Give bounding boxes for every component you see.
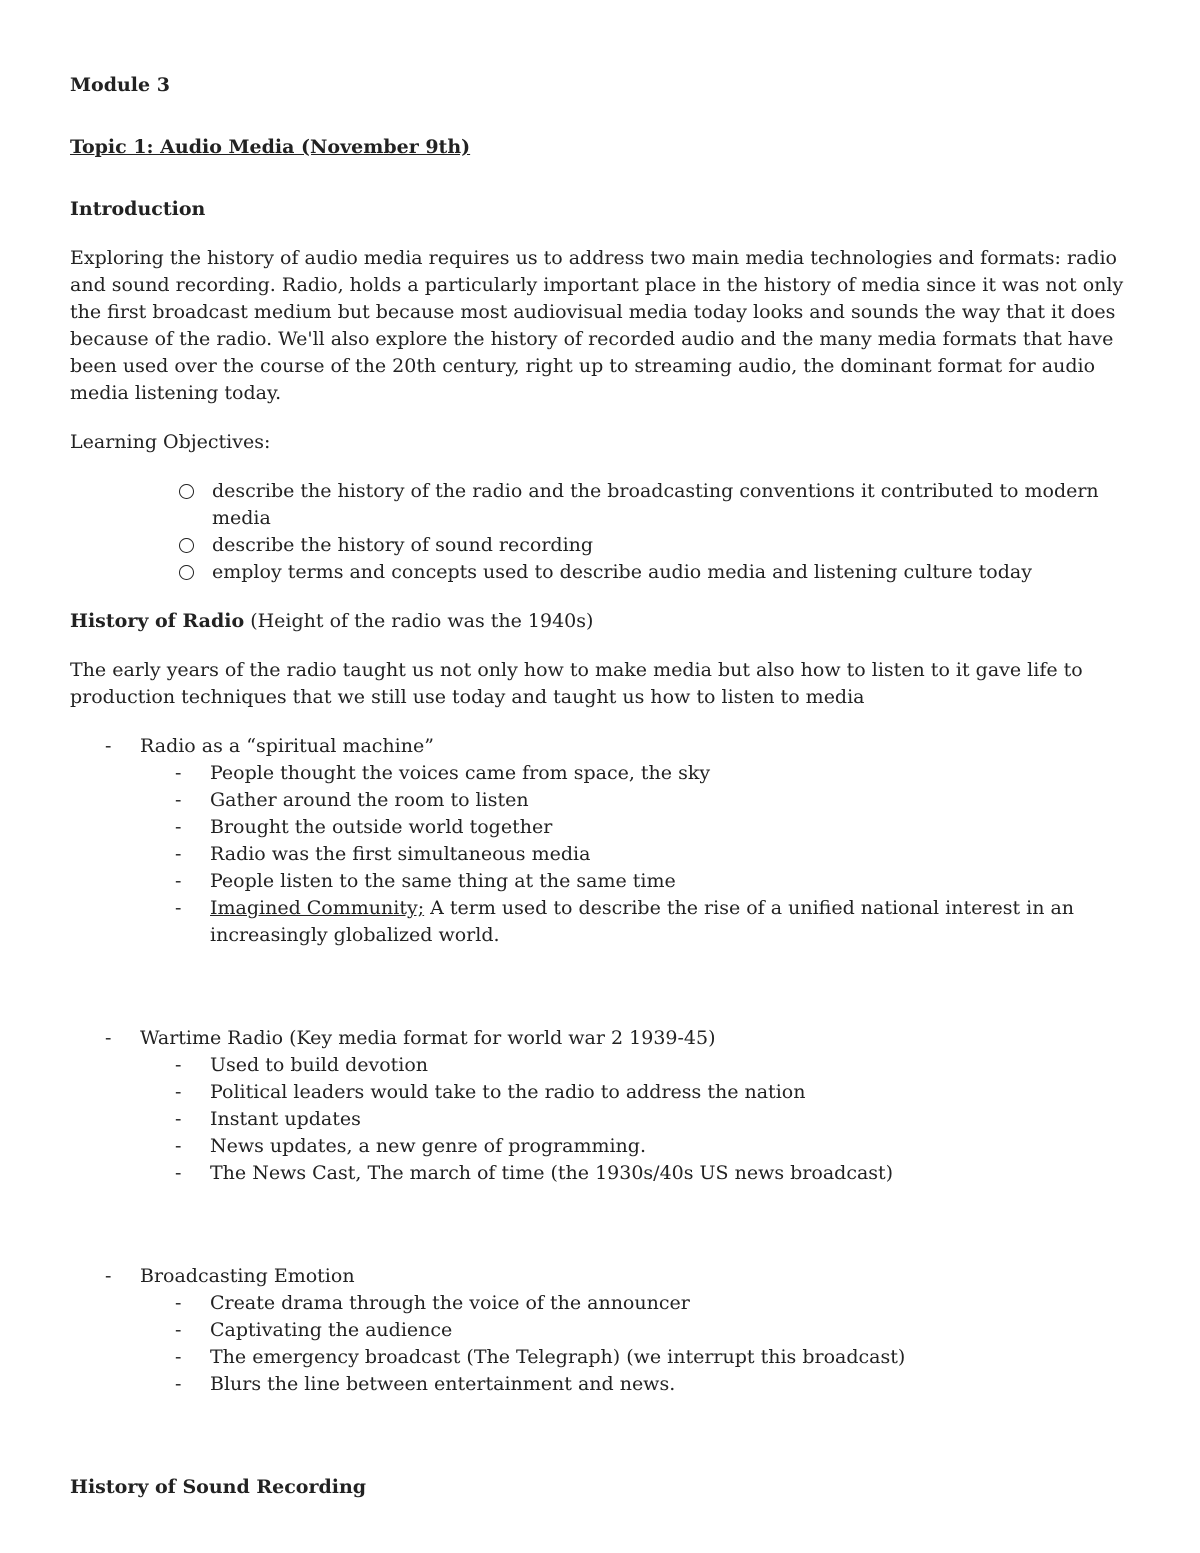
list-item-text: Create drama through the voice of the announcer: [210, 1292, 690, 1314]
document-page: [70, 72, 1132, 1501]
list-item-text: People listen to the same thing at the same time: [210, 870, 676, 892]
list-item: [175, 814, 1132, 841]
dash-bullet-icon: -: [175, 1373, 182, 1395]
topic-title: Topic 1: Audio Media (November 9th): [70, 136, 471, 158]
list-item-text: Captivating the audience: [210, 1319, 453, 1341]
dash-bullet-icon: -: [175, 1081, 182, 1103]
list-item-text: The News Cast, The march of time (the 1930s/40s US news broadcast): [210, 1162, 894, 1184]
radio-topic-list: [70, 1263, 1132, 1398]
list-item-text: Blurs the line between entertainment and news.: [210, 1373, 676, 1395]
list-item-text: Political leaders would take to the radio to address the nation: [210, 1081, 806, 1103]
list-item-text: People thought the voices came from space, the sky: [210, 762, 711, 784]
dash-bullet-icon: -: [175, 789, 182, 811]
list-item-text: The emergency broadcast (The Telegraph) (we interrupt this broadcast): [210, 1346, 906, 1368]
list-item-text: Brought the outside world together: [210, 816, 553, 838]
list-item: [175, 1133, 1132, 1160]
radio-topic-list: [70, 733, 1132, 949]
dash-bullet-icon: -: [175, 1054, 182, 1076]
imagined-community-term: Imagined Community;: [210, 897, 425, 919]
dash-bullet-icon: -: [105, 1027, 112, 1049]
dash-bullet-icon: -: [175, 1346, 182, 1368]
list-item: [175, 1079, 1132, 1106]
dash-bullet-icon: -: [175, 897, 182, 919]
hollow-circle-bullet-icon: [179, 484, 194, 499]
list-item-title: Wartime Radio (Key media format for world war 2 1939-45): [140, 1027, 716, 1049]
module-title: Module 3: [70, 74, 170, 96]
list-item: [105, 1025, 1132, 1187]
list-item: [175, 1317, 1132, 1344]
learning-objectives-list: [70, 478, 1132, 586]
objective-text: describe the history of the radio and the broadcasting conventions it contributed to modern media: [212, 480, 1099, 529]
radio-topic-list: [70, 1025, 1132, 1187]
list-item: [175, 841, 1132, 868]
dash-bullet-icon: -: [175, 1319, 182, 1341]
list-item-text: Instant updates: [210, 1108, 361, 1130]
sub-list: [140, 1052, 1132, 1187]
list-item: [175, 787, 1132, 814]
history-of-radio-note: (Height of the radio was the 1940s): [244, 610, 594, 632]
history-of-radio-paragraph: The early years of the radio taught us not only how to make media but also how to listen to it gave life to production techniques that we still use today and taught us how to listen to media: [70, 659, 1083, 708]
imagined-community-definition: A term used to describe the rise of a unified national interest in an increasingly globalized world.: [210, 897, 1075, 946]
dash-bullet-icon: -: [175, 1108, 182, 1130]
list-item: [175, 868, 1132, 895]
list-item-text: Radio was the first simultaneous media: [210, 843, 591, 865]
list-item: [177, 559, 1132, 586]
list-item-text: News updates, a new genre of programming.: [210, 1135, 646, 1157]
list-item: [105, 733, 1132, 949]
list-item: [175, 1290, 1132, 1317]
list-item: [175, 1106, 1132, 1133]
list-item: [175, 1344, 1132, 1371]
hollow-circle-bullet-icon: [179, 565, 194, 580]
history-of-radio-heading: [70, 608, 1132, 635]
dash-bullet-icon: -: [175, 870, 182, 892]
list-item: [175, 1160, 1132, 1187]
list-item: [105, 1263, 1132, 1398]
list-item: [175, 1052, 1132, 1079]
objective-text: employ terms and concepts used to describe audio media and listening culture today: [212, 561, 1032, 583]
dash-bullet-icon: -: [175, 762, 182, 784]
list-item: [175, 760, 1132, 787]
dash-bullet-icon: -: [105, 735, 112, 757]
sub-list: [140, 1290, 1132, 1398]
list-item: [175, 895, 1132, 949]
list-item: [175, 1371, 1132, 1398]
dash-bullet-icon: -: [175, 1292, 182, 1314]
introduction-heading: Introduction: [70, 198, 206, 220]
list-item: [177, 532, 1132, 559]
hollow-circle-bullet-icon: [179, 538, 194, 553]
history-of-sound-recording-heading: History of Sound Recording: [70, 1476, 367, 1498]
list-item: [177, 478, 1132, 532]
dash-bullet-icon: -: [175, 1162, 182, 1184]
dash-bullet-icon: -: [105, 1265, 112, 1287]
list-item-text: Used to build devotion: [210, 1054, 429, 1076]
list-item-title: Broadcasting Emotion: [140, 1265, 355, 1287]
dash-bullet-icon: -: [175, 1135, 182, 1157]
sub-list: [140, 760, 1132, 949]
list-item-text: Gather around the room to listen: [210, 789, 529, 811]
dash-bullet-icon: -: [175, 816, 182, 838]
list-item-title: Radio as a “spiritual machine”: [140, 735, 434, 757]
objective-text: describe the history of sound recording: [212, 534, 594, 556]
learning-objectives-label: Learning Objectives:: [70, 431, 271, 453]
introduction-paragraph: Exploring the history of audio media requires us to address two main media technologies and formats: radio and sound recording. Radio, holds a particularly important place in the history of media since it was not only the first broadcast medium but because most audiovisual media today looks and sounds the way that it does because of the radio. We'll also explore the history of recorded audio and the many media formats that have been used over the course of the 20th century, right up to streaming audio, the dominant format for audio media listening today.: [70, 247, 1124, 404]
history-of-radio-title: History of Radio: [70, 610, 245, 632]
dash-bullet-icon: -: [175, 843, 182, 865]
